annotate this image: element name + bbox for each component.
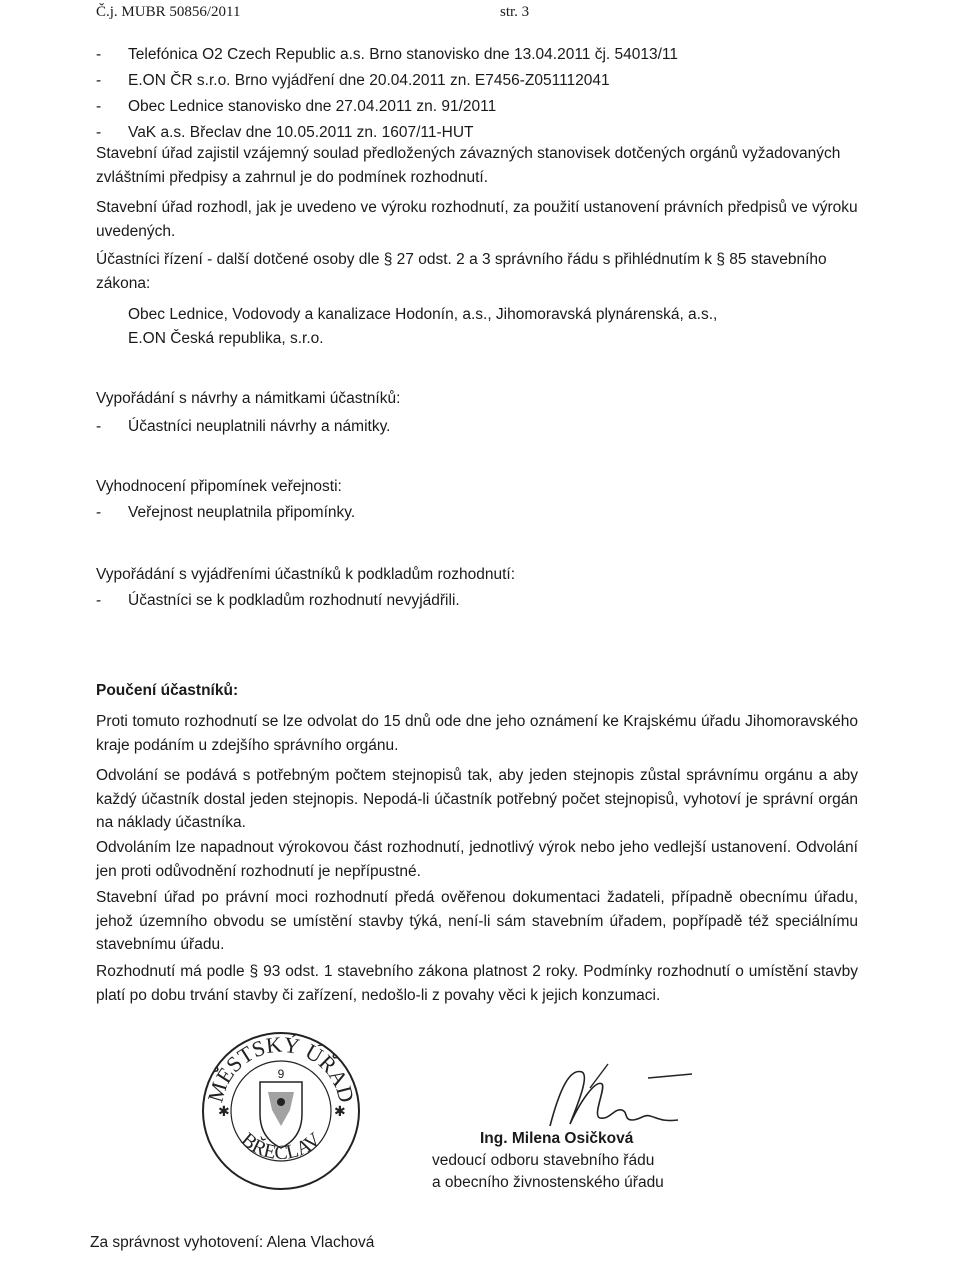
bullet-dash: - xyxy=(96,46,102,63)
section-title-podklady: Vypořádání s vyjádřeními účastníků k podkladům rozhodnutí: xyxy=(96,566,516,583)
bullet-dash: - xyxy=(96,124,102,141)
opinion-item: E.ON ČR s.r.o. Brno vyjádření dne 20.04.2011 zn. E7456-Z051112041 xyxy=(128,72,610,89)
signer-block xyxy=(432,1128,772,1194)
page-header xyxy=(96,4,596,26)
party-item: Obec Lednice, Vodovody a kanalizace Hodonín, a.s., Jihomoravská plynárenská, a.s., xyxy=(128,306,718,323)
svg-text:✱: ✱ xyxy=(218,1103,230,1119)
bullet-dash: - xyxy=(96,504,102,521)
footer-correctness: Za správnost vyhotovení: Alena Vlachová xyxy=(90,1234,375,1251)
stamp-number: 9 xyxy=(277,1067,285,1081)
bullet-dash: - xyxy=(96,418,102,435)
party-item: E.ON Česká republika, s.r.o. xyxy=(128,330,324,347)
svg-text:✱: ✱ xyxy=(334,1103,346,1119)
section-title-pouceni: Poučení účastníků: xyxy=(96,682,239,699)
paragraph-pouceni-4: Stavební úřad po právní moci rozhodnutí předá ověřenou dokumentaci žadateli, případně obecnímu úřadu, jehož územního obvodu se umístění stavby týká, není-li sám stavebním úřadem, popřípadě též speciálnímu stavebnímu úřadu. xyxy=(96,889,858,953)
signer-name: Ing. Milena Osičková xyxy=(480,1130,634,1147)
paragraph-soulad: Stavební úřad zajistil vzájemný soulad předložených závazných stanovisek dotčených orgánů vyžadovaných zvláštními předpisy a zahrnul je do podmínek rozhodnutí. xyxy=(96,145,841,186)
opinion-item: Obec Lednice stanovisko dne 27.04.2011 zn. 91/2011 xyxy=(128,98,497,115)
section-title-navrhy: Vypořádání s návrhy a námitkami účastníků: xyxy=(96,390,401,407)
section-item-navrhy: Účastníci neuplatnili návrhy a námitky. xyxy=(128,418,391,435)
section-item-verejnost: Veřejnost neuplatnila připomínky. xyxy=(128,504,356,521)
bullet-dash: - xyxy=(96,592,102,609)
bullet-dash: - xyxy=(96,98,102,115)
official-stamp xyxy=(200,1030,362,1192)
reference-number: Č.j. MUBR 50856/2011 xyxy=(96,4,241,20)
page-number: str. 3 xyxy=(500,4,530,20)
paragraph-pouceni-3: Odvoláním lze napadnout výrokovou část rozhodnutí, jednotlivý výrok nebo jeho vedlejší ustanovení. Odvolání jen proti odůvodnění rozhodnutí je nepřípustné. xyxy=(96,839,858,880)
bullet-dash: - xyxy=(96,72,102,89)
opinion-item: Telefónica O2 Czech Republic a.s. Brno stanovisko dne 13.04.2011 čj. 54013/11 xyxy=(128,46,679,63)
paragraph-pouceni-2: Odvolání se podává s potřebným počtem stejnopisů tak, aby jeden stejnopis zůstal správnímu orgánu a aby každý účastník dostal jeden stejnopis. Nepodá-li účastník potřebný počet stejnopisů, vyhotoví je správní orgán na náklady účastníka. xyxy=(96,767,858,831)
opinion-item: VaK a.s. Břeclav dne 10.05.2011 zn. 1607/11-HUT xyxy=(128,124,474,141)
paragraph-rozhodl: Stavební úřad rozhodl, jak je uvedeno ve výroku rozhodnutí, za použití ustanovení právních předpisů ve výroku uvedených. xyxy=(96,199,858,240)
handwritten-signature xyxy=(530,1058,700,1138)
section-title-verejnost: Vyhodnocení připomínek veřejnosti: xyxy=(96,478,342,495)
svg-text:BŘECLAV: BŘECLAV xyxy=(236,1128,326,1164)
signer-role-2: a obecního živnostenského úřadu xyxy=(432,1174,664,1191)
paragraph-pouceni-1: Proti tomuto rozhodnutí se lze odvolat do 15 dnů ode dne jeho oznámení ke Krajskému úřadu Jihomoravského kraje podáním u zdejšího správního orgánu. xyxy=(96,713,858,754)
svg-text:MĚSTSKÝ ÚŘAD: MĚSTSKÝ ÚŘAD xyxy=(202,1031,360,1106)
section-item-podklady: Účastníci se k podkladům rozhodnutí nevyjádřili. xyxy=(128,592,460,609)
signer-role-1: vedoucí odboru stavebního řádu xyxy=(432,1152,655,1169)
paragraph-pouceni-5: Rozhodnutí má podle § 93 odst. 1 stavebního zákona platnost 2 roky. Podmínky rozhodnutí o umístění stavby platí po dobu trvání stavby či zařízení, nedošlo-li z povahy věci k jejich konzumaci. xyxy=(96,963,858,1004)
paragraph-ucastnici: Účastníci řízení - další dotčené osoby dle § 27 odst. 2 a 3 správního řádu s přihlédnutím k § 85 stavebního zákona: xyxy=(96,251,827,292)
